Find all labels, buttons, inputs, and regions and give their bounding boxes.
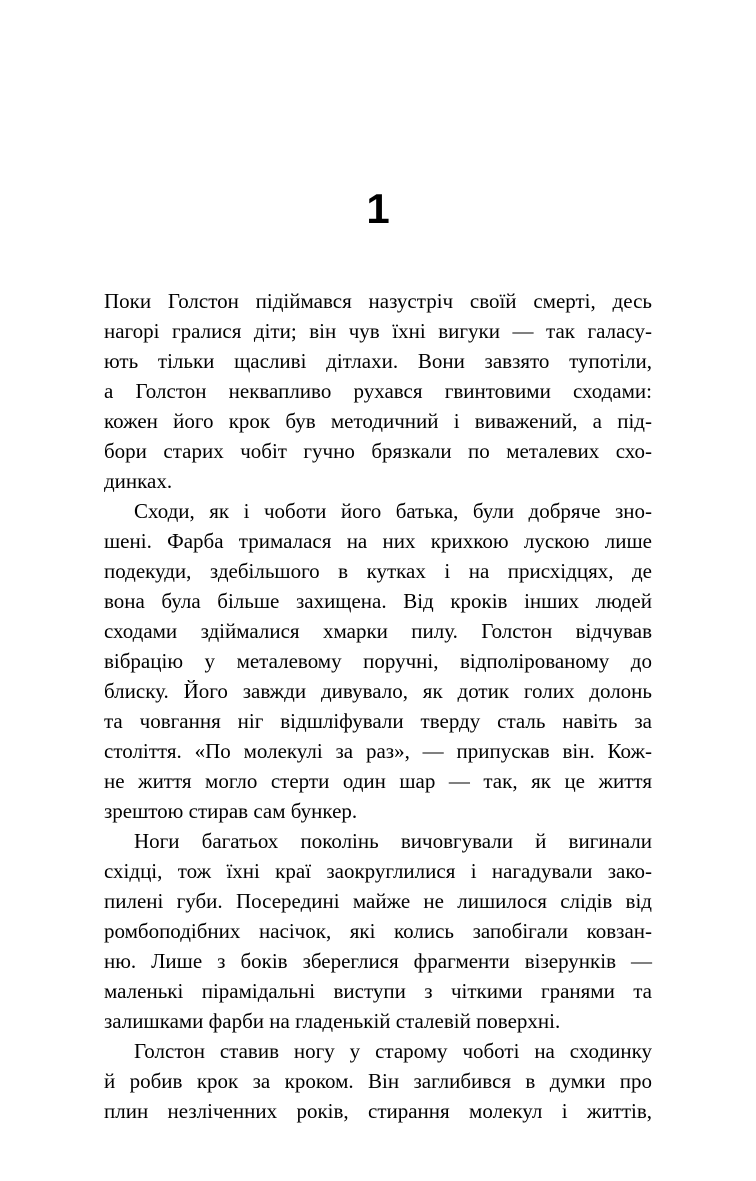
text-line: нагорі гралися діти; він чув їхні вигуки — так галасу- xyxy=(104,319,652,343)
text-line: вона була більше захищена. Від кроків інших людей xyxy=(104,589,652,613)
chapter-number: 1 xyxy=(366,185,390,232)
text-line: кожен його крок був методичний і виважений, а під- xyxy=(104,409,652,433)
text-line: Поки Голстон підіймався назустріч своїй смерті, десь xyxy=(104,289,652,313)
body-text xyxy=(104,286,652,1126)
text-line: ромбоподібних насічок, які колись запобігали ковзан- xyxy=(104,919,652,943)
paragraph xyxy=(104,826,652,1036)
text-line: ню. Лише з боків збереглися фрагменти візерунків — xyxy=(104,949,652,973)
text-line: Сходи, як і чоботи його батька, були добряче зно- xyxy=(134,499,652,523)
chapter-heading xyxy=(0,185,756,232)
text-line: залишками фарби на гладенькій сталевій поверхні. xyxy=(104,1009,561,1033)
text-line: подекуди, здебільшого в кутках і на присхідцях, де xyxy=(104,559,652,583)
text-line: динках. xyxy=(104,469,173,493)
text-line: й робив крок за кроком. Він заглибився в думки про xyxy=(104,1069,652,1093)
text-line: східці, тож їхні краї заокруглилися і нагадували зако- xyxy=(104,859,652,883)
text-line: не життя могло стерти один шар — так, як це життя xyxy=(104,769,652,793)
text-line: маленькі пірамідальні виступи з чіткими гранями та xyxy=(104,979,652,1003)
text-line: Голстон ставив ногу у старому чоботі на сходинку xyxy=(134,1039,652,1063)
paragraph xyxy=(104,1036,652,1126)
text-line: шені. Фарба трималася на них крихкою лускою лише xyxy=(104,529,652,553)
text-line: століття. «По молекулі за раз», — припускав він. Кож- xyxy=(104,739,652,763)
text-line: сходами здіймалися хмарки пилу. Голстон відчував xyxy=(104,619,652,643)
text-line: пилені губи. Посередині майже не лишилося слідів від xyxy=(104,889,652,913)
text-line: Ноги багатьох поколінь вичовгували й вигинали xyxy=(134,829,652,853)
text-line: бори старих чобіт гучно брязкали по металевих схо- xyxy=(104,439,652,463)
paragraph xyxy=(104,496,652,826)
text-line: а Голстон неквапливо рухався гвинтовими сходами: xyxy=(104,379,652,403)
text-line: плин незліченних років, стирання молекул і життів, xyxy=(104,1099,652,1123)
text-line: блиску. Його завжди дивувало, як дотик голих долонь xyxy=(104,679,652,703)
text-line: та човгання ніг відшліфували тверду сталь навіть за xyxy=(104,709,652,733)
paragraph xyxy=(104,286,652,496)
text-line: вібрацію у металевому поручні, відполірованому до xyxy=(104,649,652,673)
text-line: ють тільки щасливі дітлахи. Вони завзято тупотіли, xyxy=(104,349,652,373)
text-line: зрештою стирав сам бункер. xyxy=(104,799,358,823)
